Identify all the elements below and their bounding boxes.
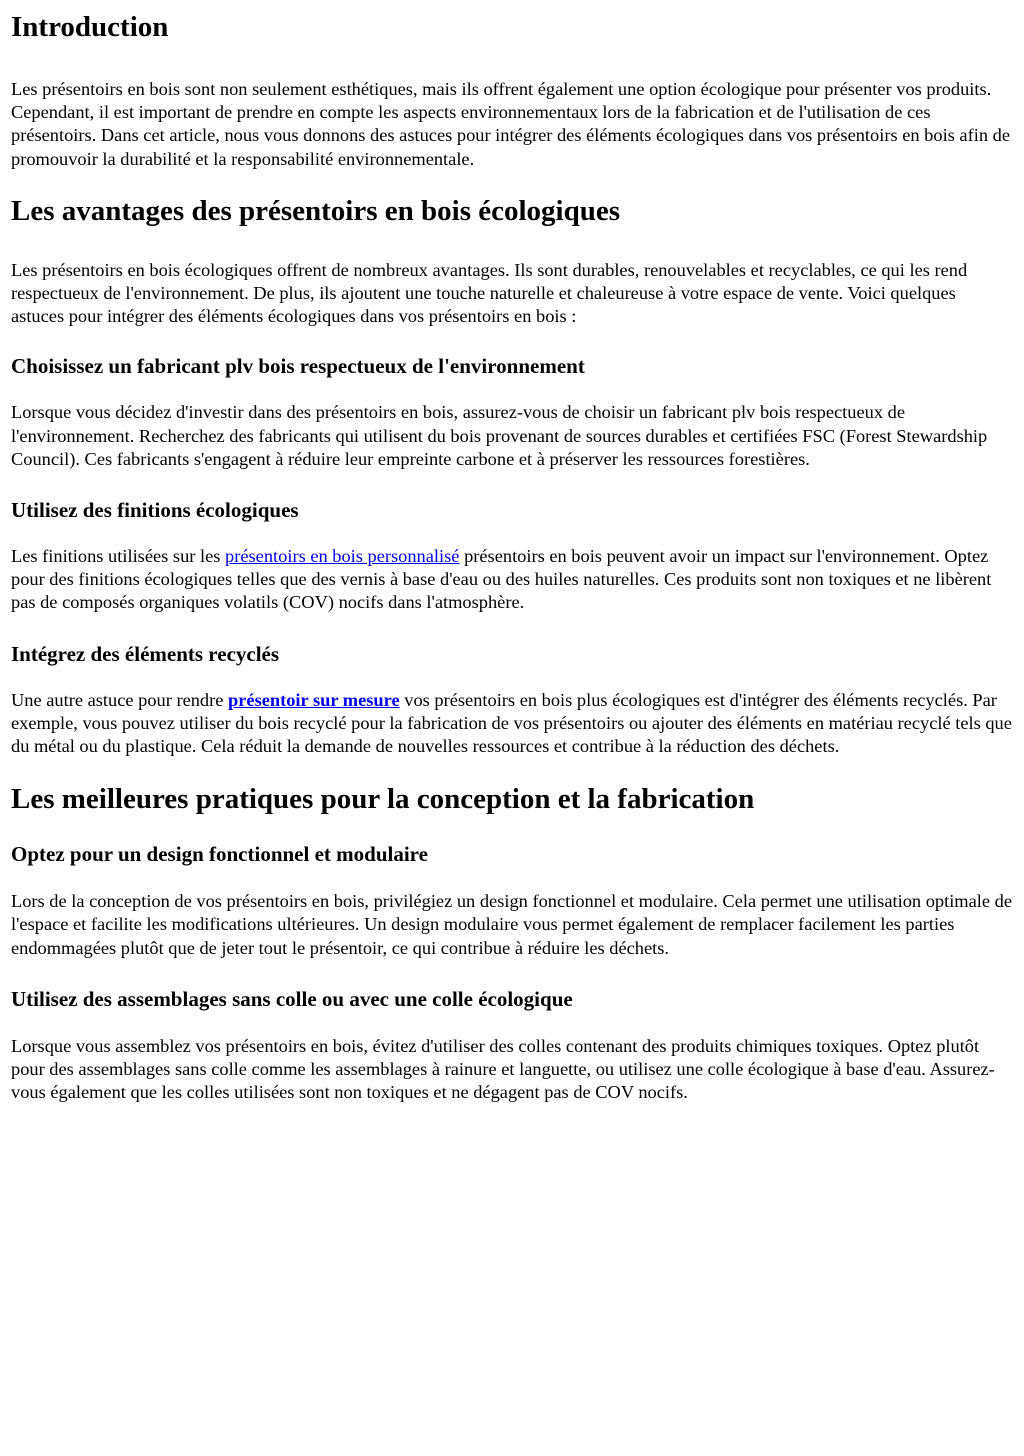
- finitions-text-before: Les finitions utilisées sur les: [11, 546, 226, 567]
- heading-assemblages: Utilisez des assemblages sans colle ou avec une colle écologique: [11, 986, 573, 1011]
- heading-design: Optez pour un design fonctionnel et modulaire: [11, 842, 428, 867]
- heading-recycles: Intégrez des éléments recyclés: [11, 641, 280, 666]
- recycles-text-before: Une autre astuce pour rendre: [11, 689, 229, 710]
- finitions-text-after: présentoirs en bois peuvent avoir un impact sur l'environnement. Optez pour des finitions écologiques telles que des vernis à base d'eau ou des huiles naturelles. Ces produits sont non toxiques et ne libèrent pas de composés organiques volatils (COV) nocifs dans l'atmosphère.: [11, 546, 992, 613]
- paragraph-introduction: Les présentoirs en bois sont non seulement esthétiques, mais ils offrent également une option écologique pour présenter vos produits. Cependant, il est important de prendre en compte les aspects environnementaux lors de la fabrication et de l'utilisation de ces présentoirs. Dans cet article, nous vous donnons des astuces pour intégrer des éléments écologiques dans vos présentoirs en bois afin de promouvoir la durabilité et la responsabilité environnementale.: [11, 79, 1010, 169]
- paragraph-fabricant: Lorsque vous décidez d'investir dans des présentoirs en bois, assurez-vous de choisir un fabricant plv bois respectueux de l'environnement. Recherchez des fabricants qui utilisent du bois provenant de sources durables et certifiées FSC (Forest Stewardship Council). Ces fabricants s'engagent à réduire leur empreinte carbone et à préserver les ressources forestières.: [11, 402, 988, 469]
- paragraph-recycles: [11, 689, 1013, 759]
- paragraph-avantages: Les présentoirs en bois écologiques offrent de nombreux avantages. Ils sont durables, renouvelables et recyclables, ce qui les rend respectueux de l'environnement. De plus, ils ajoutent une touche naturelle et chaleureuse à votre espace de vente. Voici quelques astuces pour intégrer des éléments écologiques dans vos présentoirs en bois :: [11, 259, 968, 327]
- paragraph-assemblages: Lorsque vous assemblez vos présentoirs en bois, évitez d'utiliser des colles contenant des produits chimiques toxiques. Optez plutôt pour des assemblages sans colle comme les assemblages à rainure et languette, ou utilisez une colle écologique à base d'eau. Assurez-vous également que les colles utilisées sont non toxiques et ne dégagent pas de COV nocifs.: [11, 1035, 995, 1103]
- heading-introduction: Introduction: [11, 11, 169, 43]
- paragraph-design: Lors de la conception de vos présentoirs en bois, privilégiez un design fonctionnel et modulaire. Cela permet une utilisation optimale de l'espace et facilite les modifications ultérieures. Un design modulaire vous permet également de remplacer facilement les parties endommagées plutôt que de jeter tout le présentoir, ce qui contribue à réduire les déchets.: [11, 891, 1012, 958]
- recycles-text-after: vos présentoirs en bois plus écologiques est d'intégrer des éléments recyclés. Par exemple, vous pouvez utiliser du bois recyclé pour la fabrication de vos présentoirs ou ajouter des éléments en matériau recyclé tels que du métal ou du plastique. Cela réduit la demande de nouvelles ressources et contribue à la réduction des déchets.: [11, 689, 1012, 757]
- heading-avantages: Les avantages des présentoirs en bois écologiques: [11, 194, 620, 227]
- article: [0, 10, 1024, 1104]
- paragraph-finitions: [11, 545, 1013, 615]
- heading-finitions: Utilisez des finitions écologiques: [11, 498, 299, 523]
- heading-fabricant: Choisissez un fabricant plv bois respectueux de l'environnement: [11, 354, 585, 379]
- link-presentoir-sur-mesure[interactable]: présentoir sur mesure: [228, 689, 400, 710]
- heading-pratiques: Les meilleures pratiques pour la conception et la fabrication: [11, 783, 755, 816]
- link-presentoirs-personnalise[interactable]: présentoirs en bois personnalisé: [225, 546, 460, 567]
